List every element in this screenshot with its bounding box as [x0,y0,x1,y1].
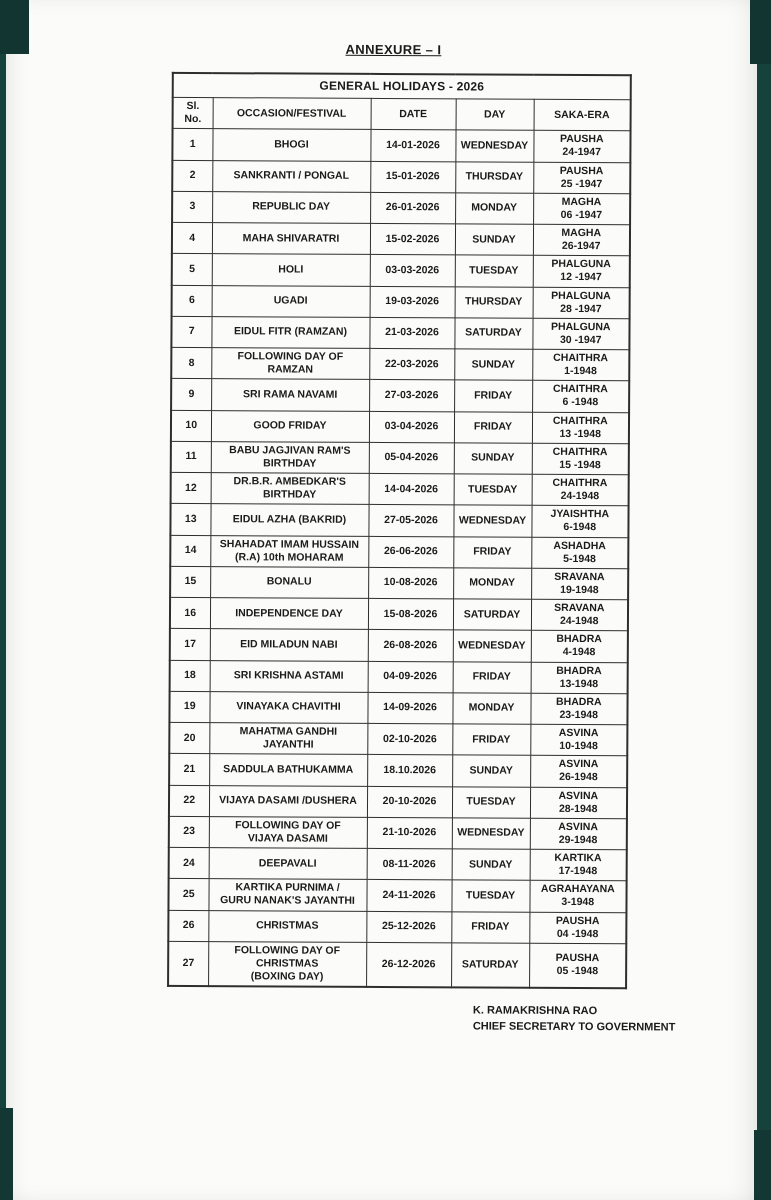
cell-day: SUNDAY [452,849,530,881]
cell-occasion: KARTIKA PURNIMA / GURU NANAK'S JAYANTHI [208,879,366,911]
cell-sl-no: 20 [169,722,209,753]
cell-date: 14-01-2026 [370,130,455,162]
cell-date: 26-08-2026 [368,630,453,662]
cell-day: FRIDAY [451,911,529,943]
cell-occasion: SANKRANTI / PONGAL [212,160,370,192]
holiday-table-body [168,129,631,989]
column-header-date: DATE [371,98,456,130]
cell-occasion: SADDULA BATHUKAMMA [209,754,367,786]
table-row [172,129,630,163]
table-row [170,504,628,538]
general-holidays-table [167,72,632,990]
cell-date: 03-03-2026 [370,255,455,287]
cell-date: 26-12-2026 [366,942,451,987]
cell-day: WEDNESDAY [453,505,531,537]
signatory-name: K. RAMAKRISHNA RAO [472,1004,598,1018]
cell-occasion: SRI KRISHNA ASTAMI [210,660,368,692]
cell-occasion: FOLLOWING DAY OF RAMZAN [211,348,369,380]
cell-saka-era: BHADRA 13-1948 [531,662,628,694]
cell-occasion: EIDUL AZHA (BAKRID) [210,504,368,536]
cell-saka-era: MAGHA 26-1947 [533,224,630,256]
cell-date: 03-04-2026 [369,411,454,443]
table-row [168,879,626,913]
table-row [168,941,626,988]
column-header-sl-no: Sl. No. [173,97,213,128]
cell-occasion: GOOD FRIDAY [211,410,369,442]
cell-date: 22-03-2026 [369,348,454,380]
cell-day: FRIDAY [454,380,532,412]
cell-day: THURSDAY [455,286,533,318]
cell-saka-era: BHADRA 4-1948 [531,631,628,663]
cell-saka-era: SRAVANA 19-1948 [531,568,628,600]
cell-day: TUESDAY [454,474,532,506]
cell-sl-no: 5 [172,254,212,285]
cell-occasion: SRI RAMA NAVAMI [211,379,369,411]
cell-sl-no: 6 [172,285,212,316]
table-row [170,597,628,631]
table-row [170,566,628,600]
cell-occasion: EIDUL FITR (RAMZAN) [211,316,369,348]
cell-sl-no: 7 [171,316,211,347]
table-row [171,379,629,413]
cell-day: MONDAY [452,693,530,725]
scan-edge-top-right [750,0,771,64]
cell-saka-era: MAGHA 06 -1947 [533,193,630,225]
cell-saka-era: CHAITHRA 1-1948 [532,349,629,381]
cell-sl-no: 25 [168,879,208,910]
cell-saka-era: PHALGUNA 30 -1947 [532,318,629,350]
signatory-title: CHIEF SECRETARY TO GOVERNMENT [472,1019,676,1034]
table-row [169,754,627,788]
cell-date: 14-04-2026 [369,473,454,505]
cell-date: 26-06-2026 [368,536,453,568]
cell-sl-no: 27 [168,941,208,986]
cell-date: 19-03-2026 [370,286,455,318]
table-row [171,472,629,506]
scan-edge-bottom-right [754,1130,771,1200]
cell-occasion: FOLLOWING DAY OF VIJAYA DASAMI [209,816,367,848]
cell-saka-era: PAUSHA 05 -1948 [529,943,626,988]
table-row [172,160,630,194]
cell-sl-no: 15 [170,566,210,597]
table-row [172,254,630,288]
cell-sl-no: 4 [172,222,212,253]
table-row [172,222,630,256]
cell-saka-era: ASVINA 26-1948 [530,756,627,788]
cell-saka-era: PAUSHA 04 -1948 [529,912,626,944]
scan-edge-left [0,0,6,1200]
cell-date: 21-03-2026 [369,317,454,349]
cell-occasion: FOLLOWING DAY OF CHRISTMAS (BOXING DAY) [208,941,366,987]
cell-saka-era: CHAITHRA 15 -1948 [532,443,629,475]
cell-saka-era: JYAISHTHA 6-1948 [531,506,628,538]
table-title: GENERAL HOLIDAYS - 2026 [173,73,631,100]
table-row [171,316,629,350]
cell-saka-era: ASVINA 29-1948 [530,818,627,850]
cell-day: SATURDAY [453,599,531,631]
table-row [171,441,629,475]
cell-sl-no: 16 [170,597,210,628]
cell-sl-no: 21 [169,754,209,785]
cell-sl-no: 14 [170,535,210,566]
cell-occasion: MAHA SHIVARATRI [212,223,370,255]
cell-sl-no: 24 [169,847,209,878]
annexure-title: ANNEXURE – I [345,41,442,58]
cell-sl-no: 26 [168,910,208,941]
cell-date: 21-10-2026 [367,817,452,849]
cell-day: TUESDAY [451,880,529,912]
cell-day: TUESDAY [452,786,530,818]
scan-edge-bottom-left [0,1108,13,1200]
cell-occasion: CHRISTMAS [208,910,366,942]
cell-occasion: VIJAYA DASAMI /DUSHERA [209,785,367,817]
cell-day: FRIDAY [452,724,530,756]
cell-occasion: REPUBLIC DAY [212,191,370,223]
cell-sl-no: 23 [169,816,209,847]
cell-day: WEDNESDAY [455,130,533,162]
cell-day: FRIDAY [453,536,531,568]
cell-saka-era: AGRAHAYANA 3-1948 [529,881,626,913]
cell-saka-era: CHAITHRA 24-1948 [532,474,629,506]
cell-occasion: DEEPAVALI [209,848,367,880]
cell-day: MONDAY [453,568,531,600]
cell-date: 20-10-2026 [367,786,452,818]
cell-day: WEDNESDAY [453,630,531,662]
cell-date: 15-02-2026 [370,223,455,255]
cell-occasion: SHAHADAT IMAM HUSSAIN (R.A) 10th MOHARAM [210,535,368,567]
column-header-row [173,97,631,131]
cell-sl-no: 9 [171,379,211,410]
cell-day: FRIDAY [453,661,531,693]
cell-occasion: BABU JAGJIVAN RAM'S BIRTHDAY [211,441,369,473]
cell-date: 18.10.2026 [367,755,452,787]
cell-day: WEDNESDAY [452,818,530,850]
cell-sl-no: 13 [170,504,210,535]
cell-occasion: HOLI [212,254,370,286]
cell-sl-no: 11 [171,441,211,472]
cell-saka-era: BHADRA 23-1948 [530,693,627,725]
table-row [169,816,627,850]
column-header-day: DAY [456,99,534,131]
table-row [168,910,626,944]
cell-saka-era: ASVINA 28-1948 [530,787,627,819]
table-row [170,660,628,694]
cell-sl-no: 8 [171,347,211,378]
cell-date: 14-09-2026 [367,692,452,724]
cell-sl-no: 2 [172,160,212,191]
cell-day: TUESDAY [455,255,533,287]
cell-day: SATURDAY [451,943,529,988]
cell-occasion: BONALU [210,566,368,598]
table-row [169,691,627,725]
cell-day: SATURDAY [454,318,532,350]
cell-date: 02-10-2026 [367,723,452,755]
cell-occasion: UGADI [212,285,370,317]
cell-day: THURSDAY [455,161,533,193]
table-row [169,785,627,819]
cell-date: 26-01-2026 [370,192,455,224]
cell-date: 05-04-2026 [369,442,454,474]
cell-saka-era: PAUSHA 25 -1947 [533,162,630,194]
cell-sl-no: 18 [170,660,210,691]
cell-date: 24-11-2026 [366,880,451,912]
cell-date: 04-09-2026 [368,661,453,693]
cell-date: 27-03-2026 [369,380,454,412]
cell-occasion: DR.B.R. AMBEDKAR'S BIRTHDAY [211,473,369,505]
cell-sl-no: 22 [169,785,209,816]
cell-date: 10-08-2026 [368,567,453,599]
cell-occasion: MAHATMA GANDHI JAYANTHI [209,723,367,755]
cell-saka-era: ASHADHA 5-1948 [531,537,628,569]
cell-day: SUNDAY [454,349,532,381]
cell-saka-era: CHAITHRA 13 -1948 [532,412,629,444]
scan-edge-right [757,0,771,1200]
signature-block [473,1004,766,1036]
cell-date: 15-08-2026 [368,598,453,630]
table-title-row [173,73,631,100]
cell-sl-no: 12 [171,472,211,503]
cell-day: SUNDAY [455,224,533,256]
table-row [170,629,628,663]
table-row [172,191,630,225]
document-content [0,40,771,1036]
table-row [170,535,628,569]
cell-saka-era: PHALGUNA 12 -1947 [533,256,630,288]
table-row [172,285,630,319]
cell-sl-no: 19 [169,691,209,722]
cell-sl-no: 17 [170,629,210,660]
cell-sl-no: 10 [171,410,211,441]
cell-date: 08-11-2026 [367,848,452,880]
cell-date: 27-05-2026 [368,505,453,537]
cell-sl-no: 3 [172,191,212,222]
column-header-saka-era: SAKA-ERA [534,99,631,131]
table-row [171,347,629,381]
cell-saka-era: ASVINA 10-1948 [530,724,627,756]
scan-edge-top-left [0,0,29,54]
cell-day: MONDAY [455,193,533,225]
cell-occasion: BHOGI [212,129,370,161]
cell-saka-era: PAUSHA 24-1947 [533,131,630,163]
cell-occasion: INDEPENDENCE DAY [210,598,368,630]
cell-sl-no: 1 [172,129,212,160]
cell-day: SUNDAY [454,443,532,475]
cell-day: SUNDAY [452,755,530,787]
cell-saka-era: PHALGUNA 28 -1947 [533,287,630,319]
cell-date: 15-01-2026 [370,161,455,193]
cell-saka-era: SRAVANA 24-1948 [531,599,628,631]
cell-saka-era: CHAITHRA 6 -1948 [532,381,629,413]
column-header-occasion: OCCASION/FESTIVAL [213,98,371,130]
table-row [169,847,627,881]
cell-day: FRIDAY [454,411,532,443]
cell-date: 25-12-2026 [366,911,451,943]
table-row [171,410,629,444]
cell-occasion: EID MILADUN NABI [210,629,368,661]
cell-occasion: VINAYAKA CHAVITHI [209,691,367,723]
table-row [169,722,627,756]
cell-saka-era: KARTIKA 17-1948 [530,849,627,881]
